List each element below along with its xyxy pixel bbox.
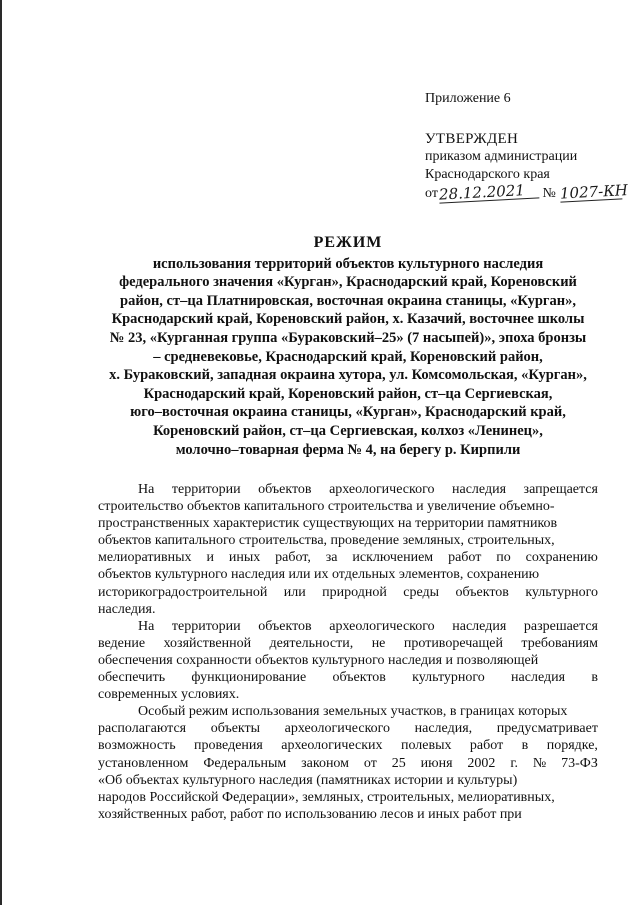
word: обеспечить [98,670,166,686]
text-line [98,618,598,635]
paragraph-prohibited [98,481,598,618]
title-line: х. Бураковский, западная окраина хутора, ул. Комсомольская, «Курган», [109,367,587,384]
word: г. [510,755,518,771]
title-line: Краснодарский край, Кореновский район, х. Казачий, восточнее школы [111,311,585,328]
word: от [363,755,377,771]
text-line [98,549,598,566]
text-line [98,601,598,618]
word: 25 [391,755,406,771]
word: возможность [98,738,176,754]
word: пространственных характеристик существующих на территории памятников [98,516,558,532]
word: хозяйственных работ, работ по использованию лесов и иных работ при [98,806,522,822]
title-line: использования территорий объектов культурного наследия [152,255,544,272]
word: или [283,584,306,600]
word: предусматривает [496,721,598,737]
text-line [98,566,598,583]
document-body [98,481,598,823]
word: объектов [258,482,312,497]
word: работ [448,550,482,566]
text-line [98,635,598,652]
word: исключением [352,550,434,566]
word: установленном [98,755,189,771]
word: На [138,618,155,634]
word: № [532,755,547,771]
paragraph-special-regime [98,703,598,823]
document-title [60,234,636,459]
word: археологических [281,738,383,754]
appendix-label: Приложение 6 [425,91,511,106]
word: требованиям [521,635,598,651]
word: хозяйственной [163,635,252,651]
word: июня [420,755,453,771]
word: народов Российской Федерации», земляных, строительных, мелиоративных, [98,789,555,805]
word: территории [171,618,241,634]
word: наследия [452,482,507,497]
text-line [98,806,598,823]
text-line [98,515,598,532]
word: наследия [511,670,566,686]
word: и [206,550,214,566]
word: порядке, [546,738,598,754]
title-line: молочно–товарная ферма № 4, на берегу р. Кирпили [175,441,521,458]
word: археологического [284,721,391,737]
text-line [98,669,598,686]
text-line [98,720,598,737]
text-line [98,584,598,601]
text-line [98,755,598,772]
word: наследия, [414,721,473,737]
word: «Об объектах культурного наследия (памятниках истории и культуры) [98,772,518,788]
title-lines [60,255,636,460]
text-line [98,498,598,515]
text-line [98,686,598,703]
word: наследия. [98,601,156,617]
text-line [98,652,598,669]
word: объектов культурного наследия или их отдельных элементов, сохранению [98,567,540,583]
title-line: Кореновский район, ст–ца Сергиевская, колхоз «Ленинец», [153,422,543,439]
word: ведение [98,635,146,651]
title-line: – средневековье, Краснодарский край, Кореновский район, [153,348,543,365]
word: работ [469,738,504,754]
word: полевых [400,738,452,754]
word: противоречащей [403,635,503,651]
text-line [98,772,598,789]
word: деятельности, [269,635,354,651]
word: функционирование [191,670,307,686]
word: Особый режим использования земельных участков, в границах которых [138,704,568,720]
word: объектов [258,618,312,634]
word: культурного [412,670,485,686]
word: за [325,550,338,566]
text-line [98,532,598,549]
word: Федеральным [203,755,287,771]
word: обеспечения сохранности объектов культурного наследия и позволяющей [98,652,539,668]
word: объектов [332,670,386,686]
word: природной [322,584,387,600]
word: 73-ФЗ [561,755,598,771]
title-line: район, ст–ца Платнировская, восточная окраина станицы, «Курган», [120,292,576,309]
word: территории [171,482,241,497]
title-line: № 23, «Курганная группа «Бураковский–25» (7 насыпей)», эпоха бронзы [109,329,587,346]
word: в [521,738,529,754]
word: по [496,550,511,566]
approval-stamp-block [425,90,635,204]
word: работ, [275,550,311,566]
title-line: Краснодарский край, Кореновский район, ст–ца Сергиевская, [143,385,553,402]
title-line: федерального значения «Курган», Краснодарский край, Кореновский [119,274,577,291]
date-prefix: от [425,186,438,201]
word: строительство объектов капитального строительства и увеличение объемно- [98,499,555,515]
word: иных [228,550,261,566]
word: в [591,670,598,686]
number-prefix: № [542,186,556,201]
order-date-number-line [425,181,635,204]
word: объектов капитального строительства, проведение земляных, строительных, [98,533,555,549]
text-line [98,703,598,720]
word: археологического [329,482,435,497]
word: располагаются [98,721,187,737]
word: запрещается [523,482,598,497]
text-line [98,737,598,754]
word: проведения [194,738,263,754]
word: среды [403,584,440,600]
title-line: юго–восточная окраина станицы, «Курган», Краснодарский край, [130,404,566,421]
text-line [98,789,598,806]
word: На [138,482,155,497]
word: сохранению [525,550,598,566]
page-left-edge [0,0,2,905]
word: объектов [455,584,509,600]
word: разрешается [523,618,598,634]
word: мелиоративных [98,550,192,566]
order-line-1: приказом администрации [425,149,578,164]
word: археологического [329,618,435,634]
title-heading: РЕЖИМ [313,234,383,251]
order-line-2: Краснодарского края [425,167,550,182]
text-line [98,481,598,498]
word: культурного [525,584,598,600]
word: объекты [210,721,261,737]
word: современных условиях. [98,687,240,703]
word: историкоградостроительной [98,584,268,600]
handwritten-number: 1027-КН [559,181,629,203]
word: законом [301,755,350,771]
word: не [371,635,386,651]
handwritten-date: 28.12.2021 [439,181,540,203]
approved-label: УТВЕРЖДЕН [425,131,519,147]
paragraph-permitted [98,618,598,703]
word: наследия [452,618,507,634]
word: 2002 [467,755,496,771]
